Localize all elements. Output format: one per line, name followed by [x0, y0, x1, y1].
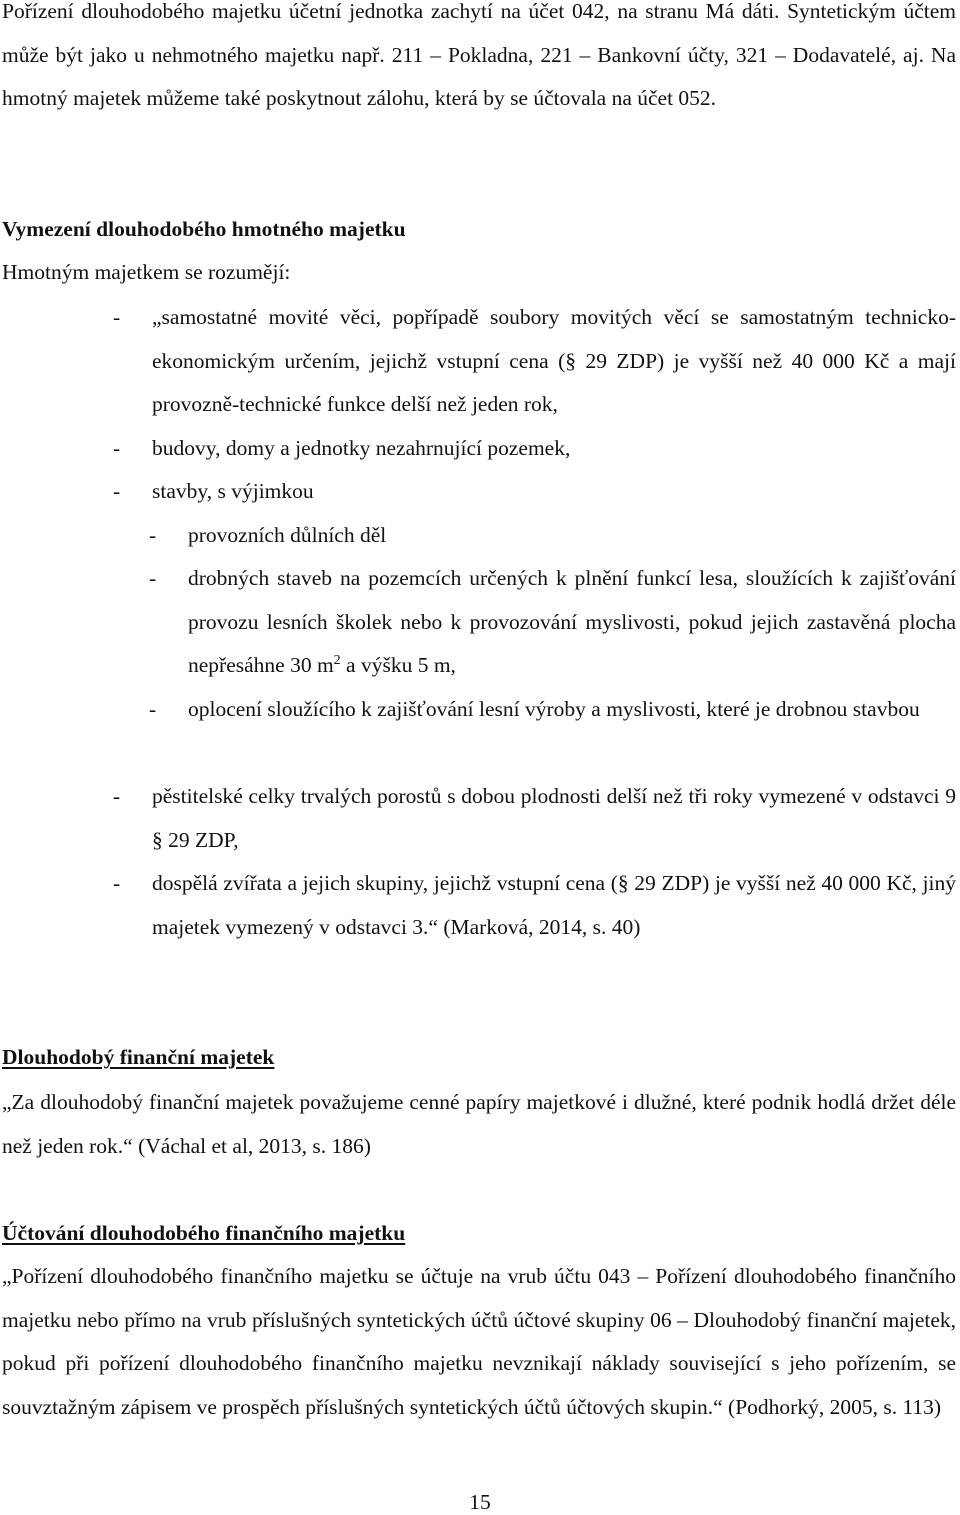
section-heading-tangible-assets: Vymezení dlouhodobého hmotného majetku — [2, 217, 406, 241]
sub-list-item-text — [188, 557, 956, 688]
list-dash: - — [113, 479, 121, 503]
list-item — [113, 862, 956, 949]
sub-list-item-text-end: a výšku 5 m, — [340, 653, 456, 677]
list-dash: - — [113, 871, 121, 895]
list-item-text: „samostatné movité věci, popřípadě soubory movitých věcí se samostatným technicko-ekonomickým určením, jejichž vstupní cena (§ 29 ZDP) je vyšší než 40 000 Kč a mají provozně-technické funkce delší než jeden rok, — [152, 305, 956, 416]
sub-list-item — [149, 514, 956, 558]
list-item-text: pěstitelské celky trvalých porostů s dobou plodnosti delší než tři roky vymezené v odstavci 9 § 29 ZDP, — [152, 784, 956, 852]
list-item-text: budovy, domy a jednotky nezahrnující pozemek, — [152, 436, 571, 460]
superscript: 2 — [333, 652, 341, 668]
financial-assets-paragraph: „Za dlouhodobý finanční majetek považujeme cenné papíry majetkové i dlužné, které podnik hodlá držet déle než jeden rok.“ (Váchal et al, 2013, s. 186) — [2, 1090, 956, 1158]
section-heading-text: Dlouhodobý finanční majetek — [2, 1045, 275, 1069]
section-heading-financial-assets — [2, 1042, 274, 1072]
sub-list-item-text: oplocení sloužícího k zajišťování lesní výroby a myslivosti, které je drobnou stavbou — [188, 697, 920, 721]
sub-list-item-text-main: drobných staveb na pozemcích určených k plnění funkcí lesa, sloužících k zajišťování provozu lesních školek nebo k provozování myslivosti, pokud jejich zastavěná plocha nepřesáhne 30 m — [188, 566, 956, 677]
list-item — [113, 470, 956, 514]
list-item-text: dospělá zvířata a jejich skupiny, jejichž vstupní cena (§ 29 ZDP) je vyšší než 40 000 Kč, jiný majetek vymezený v odstavci 3.“ (Marková, 2014, s. 40) — [152, 871, 956, 939]
list-item — [113, 775, 956, 862]
list-dash: - — [113, 784, 121, 808]
list-dash: - — [149, 523, 157, 547]
section-heading-financial-accounting — [2, 1218, 405, 1248]
list-dash: - — [113, 436, 121, 460]
list-item — [113, 427, 956, 471]
list-item-text: stavby, s výjimkou — [152, 479, 314, 503]
list-item — [113, 296, 956, 427]
sub-list-item-text: provozních důlních děl — [188, 523, 387, 547]
list-dash: - — [149, 697, 157, 721]
list-dash: - — [149, 566, 157, 590]
section-lead-text: Hmotným majetkem se rozumějí: — [2, 260, 291, 284]
financial-accounting-paragraph: „Pořízení dlouhodobého finančního majetku se účtuje na vrub účtu 043 – Pořízení dlouhodobého finančního majetku nebo přímo na vrub příslušných syntetických účtů účtové skupiny 06 – Dlouhodobý finanční majetek, pokud při pořízení dlouhodobého finančního majetku nevznikají náklady související s jeho pořízením, se souvztažným zápisem ve prospěch příslušných syntetických účtů účtových skupin.“ (Podhorký, 2005, s. 113) — [2, 1264, 956, 1419]
page-number: 15 — [469, 1490, 491, 1514]
section-heading-text: Účtování dlouhodobého finančního majetku — [2, 1221, 406, 1245]
sub-list-item — [149, 557, 956, 688]
list-dash: - — [113, 305, 121, 329]
sub-list-item — [149, 688, 956, 732]
intro-paragraph: Pořízení dlouhodobého majetku účetní jednotka zachytí na účet 042, na stranu Má dáti. Syntetickým účtem může být jako u nehmotného majetku např. 211 – Pokladna, 221 – Bankovní účty, 321 – Dodavatelé, aj. Na hmotný majetek můžeme také poskytnout zálohu, která by se účtovala na účet 052. — [2, 0, 956, 110]
